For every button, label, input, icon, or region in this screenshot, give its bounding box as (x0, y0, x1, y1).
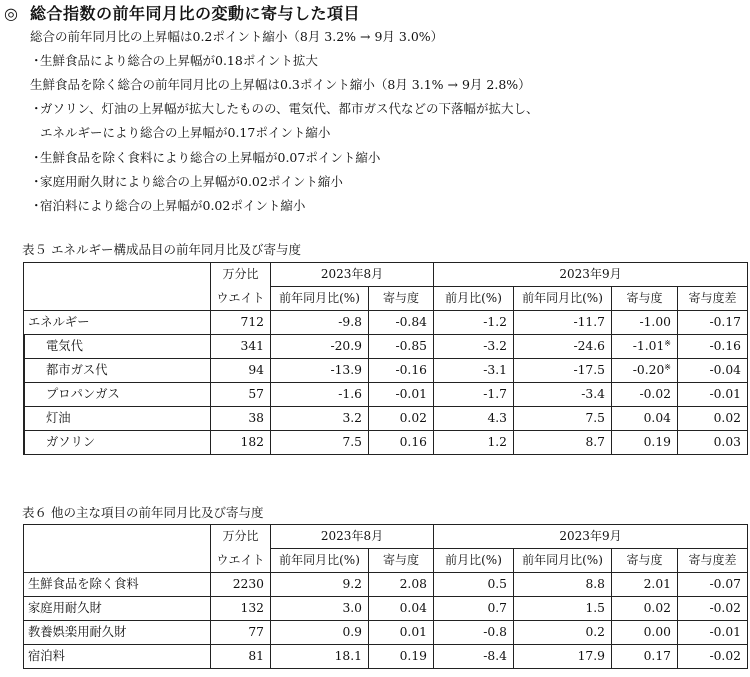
summary-bullet-lodging: 宿泊料により総合の上昇幅が0.02ポイント縮小 (40, 198, 306, 213)
aug-contrib-cell: -0.85 (369, 335, 434, 359)
row-name: 生鮮食品を除く食料 (24, 573, 211, 597)
table6-aug-header: 2023年8月 (271, 525, 434, 549)
table6 (23, 524, 748, 669)
sep-yoy-cell: 0.2 (514, 621, 612, 645)
aug-contrib-cell: -0.16 (369, 359, 434, 383)
table-row (24, 359, 748, 383)
sep-contrib-cell: 0.02 (612, 597, 678, 621)
sep-yoy-cell: 1.5 (514, 597, 612, 621)
weight-cell: 94 (211, 359, 271, 383)
sep-mom-cell: -3.2 (434, 335, 514, 359)
sep-diff-cell: -0.01 (678, 383, 748, 407)
aug-yoy-cell: -13.9 (271, 359, 369, 383)
bullet-mark: ・ (30, 53, 43, 68)
table6-sep-contrib-header: 寄与度 (612, 549, 678, 573)
table5-aug-contrib-header: 寄与度 (369, 287, 434, 311)
sep-yoy-cell: 17.9 (514, 645, 612, 669)
table6-weight-header-bottom: ウエイト (211, 549, 271, 573)
row-name: 都市ガス代 (24, 359, 211, 383)
row-name: 家庭用耐久財 (24, 597, 211, 621)
section-title: 総合指数の前年同月比の変動に寄与した項目 (30, 4, 361, 23)
summary-bullet-durables: 家庭用耐久財により総合の上昇幅が0.02ポイント縮小 (40, 174, 343, 189)
table5-corner-cell (24, 263, 211, 311)
note-mark: ※ (664, 363, 671, 372)
summary-line-total: 総合の前年同月比の上昇幅は0.2ポイント縮小（8月 3.2% → 9月 3.0%） (30, 29, 444, 44)
aug-yoy-cell: -1.6 (271, 383, 369, 407)
row-name: プロパンガス (24, 383, 211, 407)
bullet-mark: ・ (30, 174, 43, 189)
double-circle-icon: ◎ (4, 4, 19, 23)
table6-aug-contrib-header: 寄与度 (369, 549, 434, 573)
table5-weight-header-bottom: ウエイト (211, 287, 271, 311)
aug-contrib-cell: 0.01 (369, 621, 434, 645)
table6-corner-cell (24, 525, 211, 573)
sep-contrib-cell (612, 335, 678, 359)
contrib-value: 0.19 (643, 435, 671, 449)
aug-yoy-cell: -9.8 (271, 311, 369, 335)
sep-yoy-cell: -3.4 (514, 383, 612, 407)
row-name: 灯油 (24, 407, 211, 431)
row-name: 宿泊料 (24, 645, 211, 669)
aug-yoy-cell: 9.2 (271, 573, 369, 597)
sep-diff-cell: -0.02 (678, 597, 748, 621)
weight-cell: 2230 (211, 573, 271, 597)
sep-mom-cell: 1.2 (434, 431, 514, 455)
aug-yoy-cell: 3.0 (271, 597, 369, 621)
sep-yoy-cell: -17.5 (514, 359, 612, 383)
table6-sep-header: 2023年9月 (434, 525, 748, 549)
sep-contrib-cell: 2.01 (612, 573, 678, 597)
sep-mom-cell: 0.5 (434, 573, 514, 597)
table5 (23, 262, 748, 455)
table6-sep-diff-header: 寄与度差 (678, 549, 748, 573)
sep-diff-cell: -0.01 (678, 621, 748, 645)
sep-diff-cell: -0.02 (678, 645, 748, 669)
sep-contrib-cell (612, 407, 678, 431)
sep-yoy-cell: -11.7 (514, 311, 612, 335)
sep-diff-cell: -0.04 (678, 359, 748, 383)
row-name: 電気代 (24, 335, 211, 359)
sep-yoy-cell: 8.8 (514, 573, 612, 597)
sep-yoy-cell: 7.5 (514, 407, 612, 431)
aug-contrib-cell: 0.16 (369, 431, 434, 455)
sep-contrib-cell (612, 311, 678, 335)
aug-contrib-cell: -0.01 (369, 383, 434, 407)
contrib-value: -0.02 (639, 387, 671, 401)
sep-diff-cell: 0.02 (678, 407, 748, 431)
note-mark: ※ (664, 339, 671, 348)
sep-mom-cell: -0.8 (434, 621, 514, 645)
sep-yoy-cell: -24.6 (514, 335, 612, 359)
table6-sep-yoy-header: 前年同月比(%) (514, 549, 612, 573)
contrib-value: -0.20 (632, 363, 665, 377)
sep-mom-cell: -1.2 (434, 311, 514, 335)
sep-yoy-cell: 8.7 (514, 431, 612, 455)
weight-cell: 81 (211, 645, 271, 669)
table-row (24, 431, 748, 455)
summary-bullet-food: 生鮮食品を除く食料により総合の上昇幅が0.07ポイント縮小 (40, 150, 381, 165)
sep-contrib-cell (612, 383, 678, 407)
aug-contrib-cell: -0.84 (369, 311, 434, 335)
bullet-mark: ・ (30, 101, 43, 116)
section-heading (4, 1, 360, 24)
sep-contrib-cell (612, 431, 678, 455)
aug-contrib-cell: 2.08 (369, 573, 434, 597)
table-row (24, 335, 748, 359)
sep-mom-cell: -8.4 (434, 645, 514, 669)
aug-contrib-cell: 0.02 (369, 407, 434, 431)
contrib-value: 0.04 (643, 411, 671, 425)
weight-cell: 38 (211, 407, 271, 431)
table-row (24, 645, 748, 669)
table6-aug-yoy-header: 前年同月比(%) (271, 549, 369, 573)
sep-mom-cell: 0.7 (434, 597, 514, 621)
aug-contrib-cell: 0.19 (369, 645, 434, 669)
weight-cell: 712 (211, 311, 271, 335)
table-row (24, 383, 748, 407)
table5-caption: 表５ エネルギー構成品目の前年同月比及び寄与度 (22, 242, 301, 257)
table5-sep-contrib-header: 寄与度 (612, 287, 678, 311)
row-name: 教養娯楽用耐久財 (24, 621, 211, 645)
sep-mom-cell: 4.3 (434, 407, 514, 431)
table-row (24, 407, 748, 431)
aug-yoy-cell: 7.5 (271, 431, 369, 455)
sep-diff-cell: 0.03 (678, 431, 748, 455)
table5-sep-mom-header: 前月比(%) (434, 287, 514, 311)
table-row (24, 597, 748, 621)
bullet-mark: ・ (30, 198, 43, 213)
bullet-mark: ・ (30, 150, 43, 165)
table5-sep-yoy-header: 前年同月比(%) (514, 287, 612, 311)
table5-aug-yoy-header: 前年同月比(%) (271, 287, 369, 311)
row-name: エネルギー (24, 311, 211, 335)
sep-diff-cell: -0.07 (678, 573, 748, 597)
weight-cell: 77 (211, 621, 271, 645)
table-row (24, 621, 748, 645)
table-row (24, 311, 748, 335)
weight-cell: 57 (211, 383, 271, 407)
table5-weight-header-top: 万分比 (211, 263, 271, 287)
table5-sep-diff-header: 寄与度差 (678, 287, 748, 311)
summary-bullet-energy-2: エネルギーにより総合の上昇幅が0.17ポイント縮小 (40, 125, 331, 140)
table5-aug-header: 2023年8月 (271, 263, 434, 287)
aug-yoy-cell: 0.9 (271, 621, 369, 645)
contrib-value: -1.00 (639, 315, 671, 329)
sep-diff-cell: -0.16 (678, 335, 748, 359)
weight-cell: 132 (211, 597, 271, 621)
weight-cell: 341 (211, 335, 271, 359)
sep-contrib-cell (612, 359, 678, 383)
table6-caption: 表６ 他の主な項目の前年同月比及び寄与度 (22, 505, 264, 520)
aug-yoy-cell: -20.9 (271, 335, 369, 359)
sep-contrib-cell: 0.00 (612, 621, 678, 645)
table6-weight-header-top: 万分比 (211, 525, 271, 549)
contrib-value: -1.01 (632, 339, 665, 353)
summary-bullet-energy-1: ガソリン、灯油の上昇幅が拡大したものの、電気代、都市ガス代などの下落幅が拡大し、 (40, 101, 539, 116)
table6-sep-mom-header: 前月比(%) (434, 549, 514, 573)
weight-cell: 182 (211, 431, 271, 455)
summary-line-core: 生鮮食品を除く総合の前年同月比の上昇幅は0.3ポイント縮小（8月 3.1% → 9月 2.8%） (30, 77, 531, 92)
summary-bullet-fresh-food: 生鮮食品により総合の上昇幅が0.18ポイント拡大 (40, 53, 318, 68)
sep-diff-cell: -0.17 (678, 311, 748, 335)
aug-contrib-cell: 0.04 (369, 597, 434, 621)
sep-contrib-cell: 0.17 (612, 645, 678, 669)
table5-sep-header: 2023年9月 (434, 263, 748, 287)
row-name: ガソリン (24, 431, 211, 455)
aug-yoy-cell: 18.1 (271, 645, 369, 669)
sep-mom-cell: -3.1 (434, 359, 514, 383)
table-row (24, 573, 748, 597)
sep-mom-cell: -1.7 (434, 383, 514, 407)
aug-yoy-cell: 3.2 (271, 407, 369, 431)
